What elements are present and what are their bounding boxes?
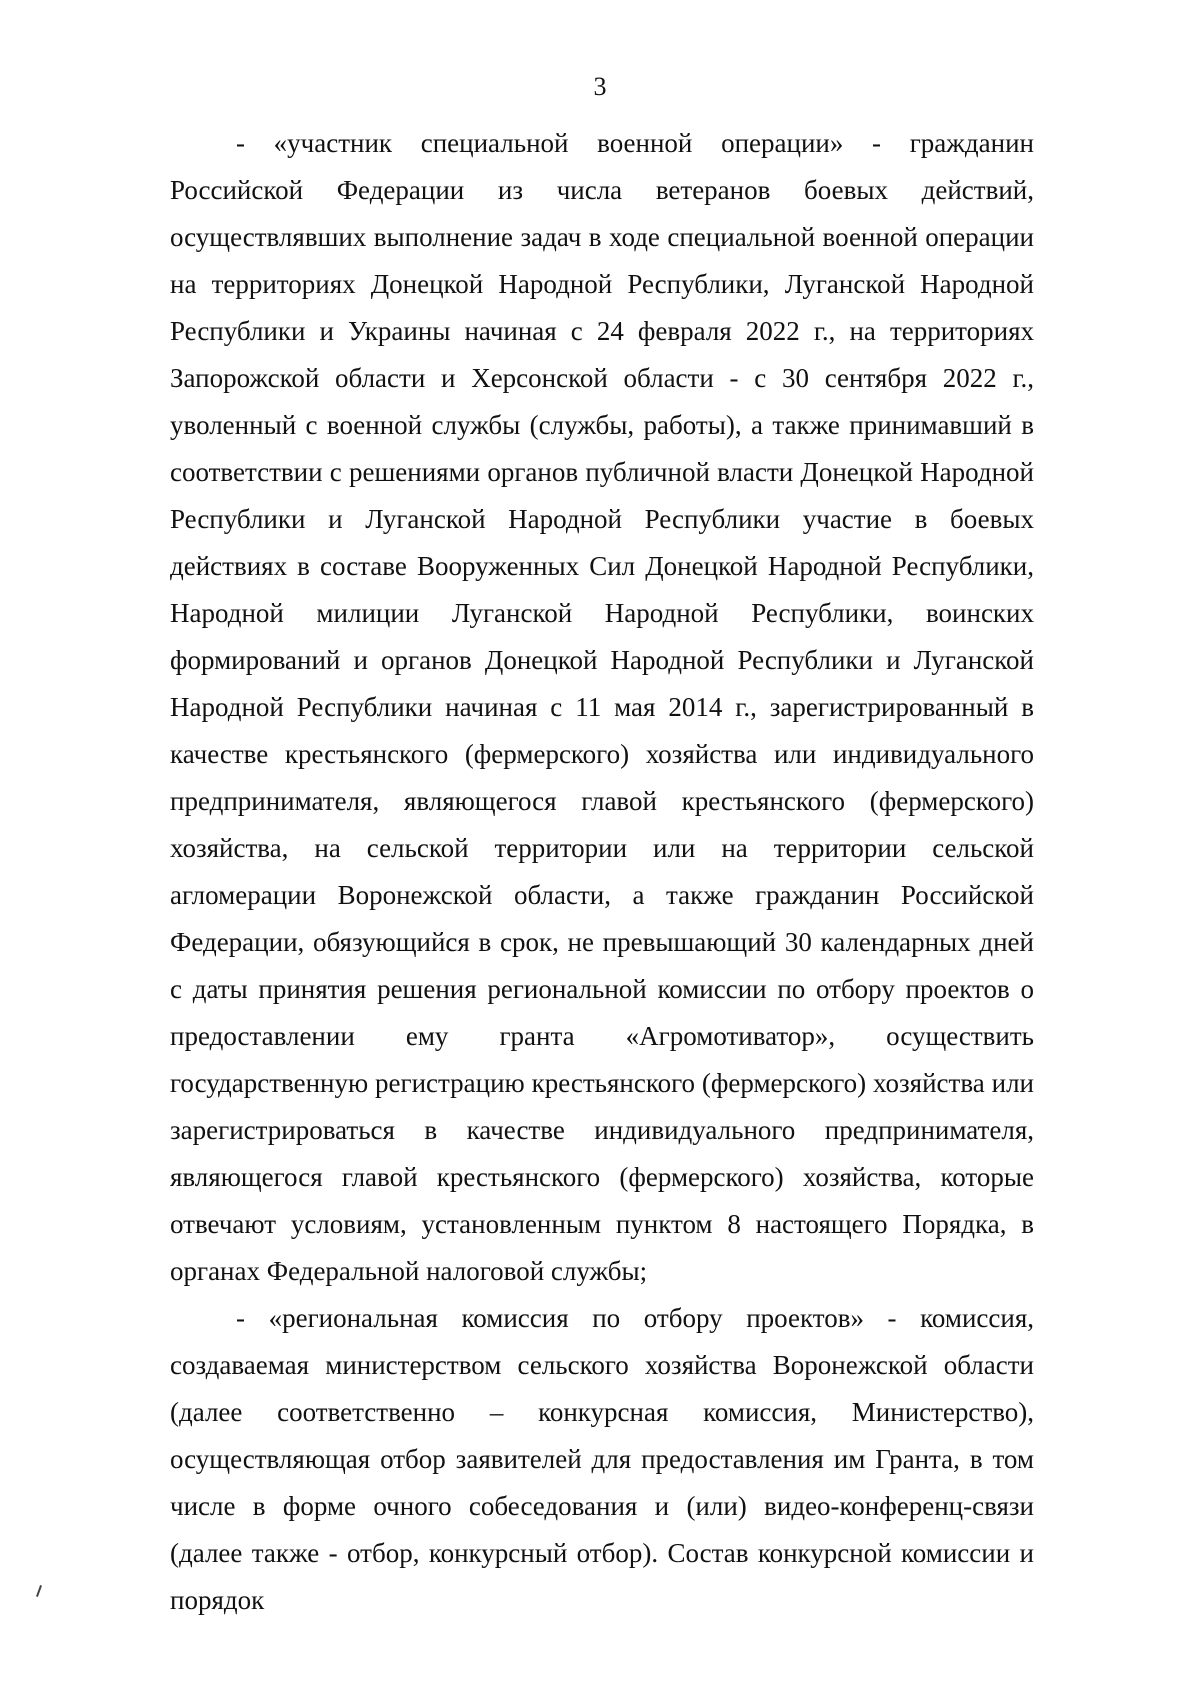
page-number: 3 — [593, 72, 607, 101]
margin-pen-mark — [36, 1585, 42, 1597]
paragraph-commission-definition: - «региональная комиссия по отбору проектов» - комиссия, создаваемая министерством сельского хозяйства Воронежской области (далее соответственно – конкурсная комиссия, Министерство), осуществляющая отбор заявителей для предоставления им Гранта, в том числе в форме очного собеседования и (или) видео-конференц-связи (далее также - отбор, конкурсный отбор). Состав конкурсной комиссии и порядок — [170, 1303, 1034, 1615]
document-body — [170, 120, 1034, 1624]
paragraph-participant-definition: - «участник специальной военной операции» - гражданин Российской Федерации из числа ветеранов боевых действий, осуществлявших выполнение задач в ходе специальной военной операции на территориях Донецкой Народной Республики, Луганской Народной Республики и Украины начиная с 24 февраля 2022 г., на территориях Запорожской области и Херсонской области - с 30 сентября 2022 г., уволенный с военной службы (службы, работы), а также принимавший в соответствии с решениями органов публичной власти Донецкой Народной Республики и Луганской Народной Республики участие в боевых действиях в составе Вооруженных Сил Донецкой Народной Республики, Народной милиции Луганской Народной Республики, воинских формирований и органов Донецкой Народной Республики и Луганской Народной Республики начиная с 11 мая 2014 г., зарегистрированный в качестве крестьянского (фермерского) хозяйства или индивидуального предпринимателя, являющегося главой крестьянского (фермерского) хозяйства, на сельской территории или на территории сельской агломерации Воронежской области, а также гражданин Российской Федерации, обязующийся в срок, не превышающий 30 календарных дней с даты принятия решения региональной комиссии по отбору проектов о предоставлении ему гранта «Агромотиватор», осуществить государственную регистрацию крестьянского (фермерского) хозяйства или зарегистрироваться в качестве индивидуального предпринимателя, являющегося главой крестьянского (фермерского) хозяйства, которые отвечают условиям, установленным пунктом 8 настоящего Порядка, в органах Федеральной налоговой службы; — [170, 128, 1034, 1286]
